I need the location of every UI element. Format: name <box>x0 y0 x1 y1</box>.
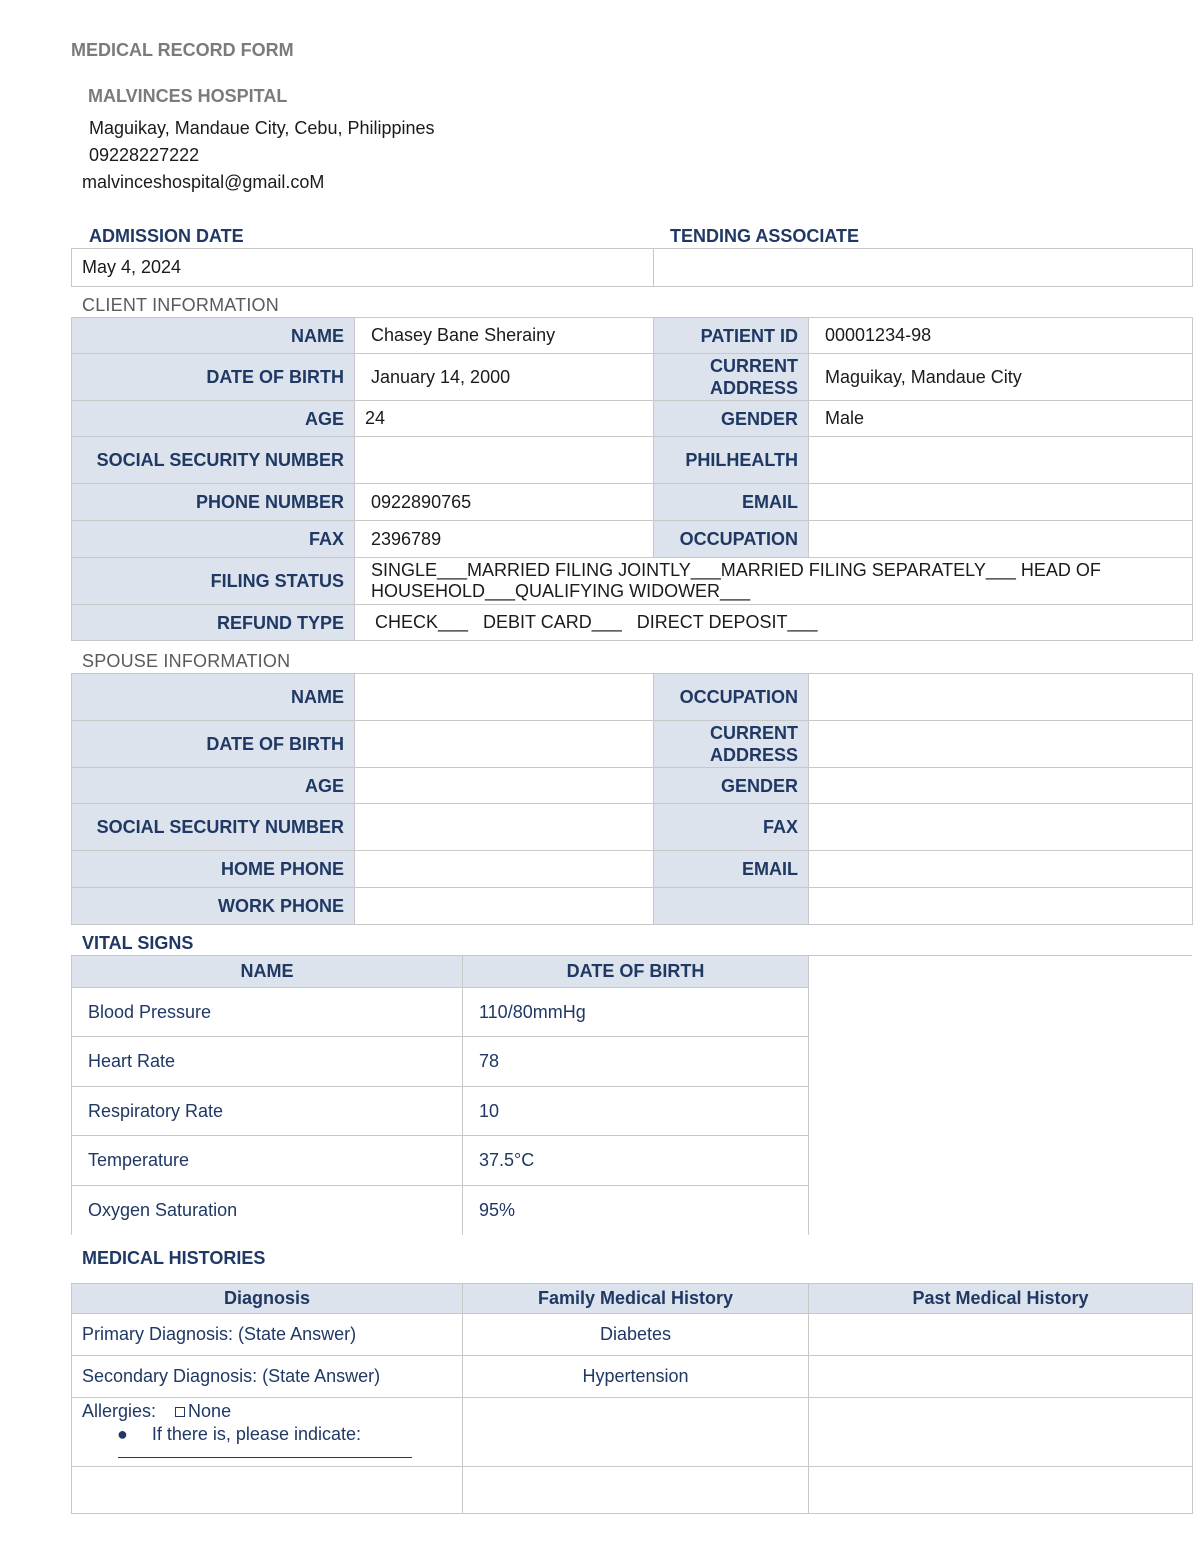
client-email-label: EMAIL <box>654 484 809 521</box>
secondary-diagnosis[interactable]: Secondary Diagnosis: (State Answer) <box>72 1356 463 1398</box>
past-history-field[interactable] <box>809 1398 1193 1467</box>
past-history-field[interactable] <box>809 1356 1193 1398</box>
past-history-header: Past Medical History <box>809 1284 1193 1314</box>
spouse-dob-field[interactable] <box>355 721 654 768</box>
spouse-home-phone-field[interactable] <box>355 851 654 888</box>
admission-table <box>71 248 1193 287</box>
spouse-empty-field[interactable] <box>809 888 1193 925</box>
spouse-gender-field[interactable] <box>809 768 1193 804</box>
spouse-work-phone-label: WORK PHONE <box>72 888 355 925</box>
hospital-address: Maguikay, Mandaue City, Cebu, Philippines <box>89 118 435 138</box>
client-age-field[interactable]: 24 <box>355 401 654 437</box>
diagnosis-field[interactable] <box>72 1467 463 1514</box>
client-information-caption: CLIENT INFORMATION <box>82 295 279 315</box>
client-name-field[interactable]: Chasey Bane Sherainy <box>355 318 654 354</box>
client-information-table <box>71 317 1193 641</box>
spouse-information-caption: SPOUSE INFORMATION <box>82 651 291 671</box>
current-address-label: CURRENT ADDRESS <box>654 354 809 401</box>
allergies-indicate-label: If there is, please indicate: <box>151 1424 361 1444</box>
vital-sign-value[interactable]: 95% <box>463 1186 809 1235</box>
spouse-occupation-label: OCCUPATION <box>654 674 809 721</box>
client-ssn-field[interactable] <box>355 437 654 484</box>
document-title: MEDICAL RECORD FORM <box>71 40 294 60</box>
bullet-icon: ● <box>117 1424 128 1444</box>
spouse-fax-field[interactable] <box>809 804 1193 851</box>
client-phone-label: PHONE NUMBER <box>72 484 355 521</box>
vital-sign-value[interactable]: 10 <box>463 1087 809 1136</box>
client-fax-label: FAX <box>72 521 355 558</box>
spouse-age-label: AGE <box>72 768 355 804</box>
spouse-dob-label: DATE OF BIRTH <box>72 721 355 768</box>
spouse-name-label: NAME <box>72 674 355 721</box>
allergies-indicate-input[interactable] <box>118 1456 412 1458</box>
primary-diagnosis[interactable]: Primary Diagnosis: (State Answer) <box>72 1314 463 1356</box>
spouse-occupation-field[interactable] <box>809 674 1193 721</box>
vital-sign-value[interactable]: 78 <box>463 1037 809 1087</box>
spouse-email-field[interactable] <box>809 851 1193 888</box>
client-age-label: AGE <box>72 401 355 437</box>
spouse-empty-label <box>654 888 809 925</box>
vital-signs-value-header: DATE OF BIRTH <box>463 956 809 988</box>
admission-date-field[interactable]: May 4, 2024 <box>72 249 654 287</box>
family-history-hypertension[interactable]: Hypertension <box>463 1356 809 1398</box>
allergies-indicate-line <box>82 1423 452 1446</box>
client-dob-field[interactable]: January 14, 2000 <box>355 354 654 401</box>
tending-associate-field[interactable] <box>654 249 1193 287</box>
vital-signs-name-header: NAME <box>72 956 463 988</box>
spouse-information-table <box>71 673 1193 925</box>
allergies-none-checkbox[interactable] <box>175 1407 185 1417</box>
family-history-field[interactable] <box>463 1398 809 1467</box>
spouse-work-phone-field[interactable] <box>355 888 654 925</box>
vital-sign-value[interactable]: 110/80mmHg <box>463 988 809 1037</box>
hospital-email: malvinceshospital@gmail.coM <box>82 172 325 192</box>
hospital-name: MALVINCES HOSPITAL <box>88 86 288 106</box>
spouse-gender-label: GENDER <box>654 768 809 804</box>
client-email-field[interactable] <box>809 484 1193 521</box>
vital-sign-name: Heart Rate <box>72 1037 463 1087</box>
past-history-field[interactable] <box>809 1314 1193 1356</box>
allergies-label: Allergies: <box>82 1401 157 1421</box>
refund-type-label: REFUND TYPE <box>72 605 355 641</box>
spouse-home-phone-label: HOME PHONE <box>72 851 355 888</box>
vital-sign-name: Oxygen Saturation <box>72 1186 463 1235</box>
diagnosis-header: Diagnosis <box>72 1284 463 1314</box>
filing-status-options[interactable]: SINGLE___MARRIED FILING JOINTLY___MARRIED FILING SEPARATELY___ HEAD OF HOUSEHOLD___QUALIFYING WIDOWER___ <box>355 558 1193 605</box>
medical-histories-caption: MEDICAL HISTORIES <box>82 1248 266 1268</box>
vital-sign-name: Temperature <box>72 1136 463 1186</box>
spouse-ssn-label: SOCIAL SECURITY NUMBER <box>72 804 355 851</box>
client-gender-label: GENDER <box>654 401 809 437</box>
allergies-cell <box>72 1398 463 1467</box>
family-history-diabetes[interactable]: Diabetes <box>463 1314 809 1356</box>
refund-type-options[interactable]: CHECK___ DEBIT CARD___ DIRECT DEPOSIT___ <box>355 605 1193 641</box>
client-ssn-label: SOCIAL SECURITY NUMBER <box>72 437 355 484</box>
patient-id-label: PATIENT ID <box>654 318 809 354</box>
philhealth-field[interactable] <box>809 437 1193 484</box>
client-fax-field[interactable]: 2396789 <box>355 521 654 558</box>
vital-signs-table <box>71 955 809 1235</box>
spouse-name-field[interactable] <box>355 674 654 721</box>
client-phone-field[interactable]: 0922890765 <box>355 484 654 521</box>
philhealth-label: PHILHEALTH <box>654 437 809 484</box>
past-history-field[interactable] <box>809 1467 1193 1514</box>
spouse-ssn-field[interactable] <box>355 804 654 851</box>
client-occupation-field[interactable] <box>809 521 1193 558</box>
allergies-none-label: None <box>188 1401 232 1421</box>
spouse-fax-label: FAX <box>654 804 809 851</box>
client-dob-label: DATE OF BIRTH <box>72 354 355 401</box>
vital-sign-name: Blood Pressure <box>72 988 463 1037</box>
client-gender-field[interactable]: Male <box>809 401 1193 437</box>
client-occupation-label: OCCUPATION <box>654 521 809 558</box>
hospital-phone: 09228227222 <box>89 145 200 165</box>
patient-id-field[interactable]: 00001234-98 <box>809 318 1193 354</box>
vital-sign-value[interactable]: 37.5°C <box>463 1136 809 1186</box>
filing-status-label: FILING STATUS <box>72 558 355 605</box>
spouse-current-address-label: CURRENT ADDRESS <box>654 721 809 768</box>
current-address-field[interactable]: Maguikay, Mandaue City <box>809 354 1193 401</box>
tending-associate-label: TENDING ASSOCIATE <box>670 226 860 246</box>
client-name-label: NAME <box>72 318 355 354</box>
vital-sign-name: Respiratory Rate <box>72 1087 463 1136</box>
spouse-email-label: EMAIL <box>654 851 809 888</box>
spouse-current-address-field[interactable] <box>809 721 1193 768</box>
admission-date-label: ADMISSION DATE <box>89 226 244 246</box>
spouse-age-field[interactable] <box>355 768 654 804</box>
medical-histories-table <box>71 1283 1193 1514</box>
vital-signs-caption: VITAL SIGNS <box>82 933 194 953</box>
family-history-header: Family Medical History <box>463 1284 809 1314</box>
family-history-field[interactable] <box>463 1467 809 1514</box>
